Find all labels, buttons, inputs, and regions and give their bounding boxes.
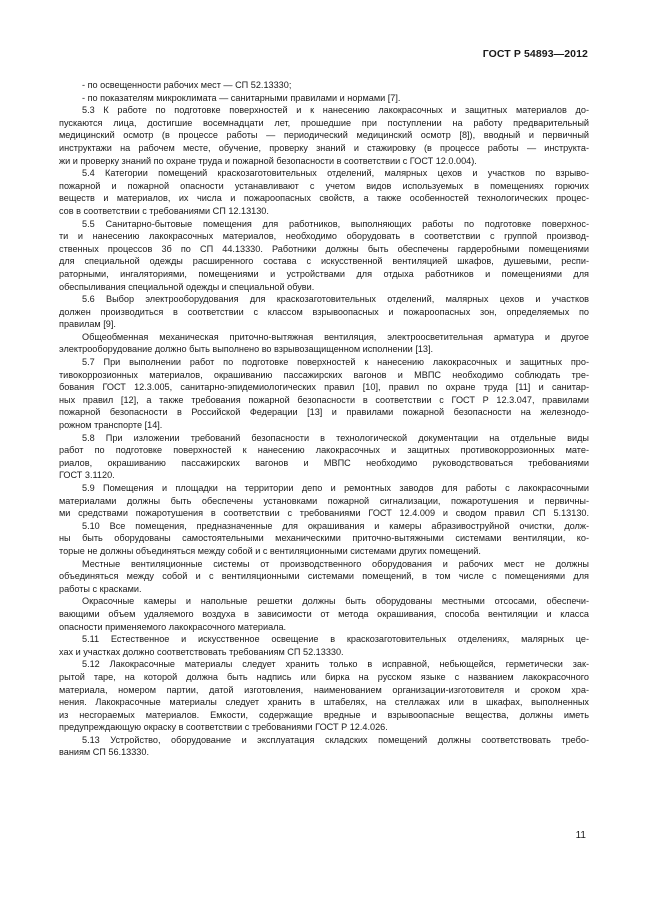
- text-line: ваниям СП 56.13330.: [59, 747, 149, 758]
- text-line: работ по подготовке поверхностей к нанесению лакокрасочных и защитных противокоррозионных мате-: [59, 445, 589, 456]
- text-line: объединяться между собой и с вентиляционными системами помещений, в том числе с помещениями для: [59, 571, 589, 582]
- text-line: риалов, окрашиванию пассажирских вагонов и МВПС необходимо руководствоваться требованиями: [59, 457, 589, 468]
- text-line: - по освещенности рабочих мест — СП 52.13330;: [82, 80, 292, 90]
- text-line: 5.11 Естественное и искусственное освещение в краскозаготовительных отделениях, малярных це-: [82, 634, 589, 645]
- text-line: должен производиться в соответствии с классом взрывоопасных и пожароопасных зон, определяемых по: [59, 306, 589, 317]
- text-line: 5.10 Все помещения, предназначенные для окрашивания и камеры абразивоструйной очистки, долж-: [82, 520, 589, 531]
- text-line: работы с красками.: [59, 583, 142, 594]
- text-line: тивокоррозионных материалов, окрашиванию пассажирских вагонов и МВПС необходимо соблюдать тре-: [59, 369, 589, 380]
- text-line: для специальной одежды расширенного состава с искусственной вентиляцией шкафов, душевыми, респи-: [59, 256, 589, 267]
- text-line: торые не должны объединяться между собой и с вентиляционными системами других помещений.: [59, 545, 481, 556]
- text-line: вающими объем удаляемого воздуха в зависимости от метода окрашивания, способа вентиляции и класса: [59, 608, 589, 619]
- text-line: нения. Лакокрасочные материалы следует хранить в штабелях, на стеллажах или в шкафах, выполненных: [59, 697, 589, 708]
- text-line: медицинский осмотр (в процессе работы — периодический медицинский осмотр [8]), вводный и первичный: [59, 130, 589, 141]
- text-line: Общеобменная механическая приточно-вытяжная вентиляция, электроосветительная арматура и другое: [82, 331, 589, 342]
- text-line: пускаются лица, достигшие восемнадцати лет, прошедшие при поступлении на работу предварительный: [59, 117, 589, 128]
- text-line: жи и проверку знаний по охране труда и пожарной безопасности в соответствии с ГОСТ 12.0.004).: [59, 155, 477, 166]
- text-line: 5.12 Лакокрасочные материалы следует хранить только в исправной, небьющейся, герметически зак-: [82, 659, 589, 670]
- text-line: хах и участках должно соответствовать требованиям СП 52.13330.: [59, 646, 344, 657]
- text-line: 5.6 Выбор электрооборудования для краскозаготовительных отделений, малярных цехов и участков: [82, 294, 589, 305]
- page-number: 11: [575, 830, 586, 841]
- text-line: предупреждающую окраску в соответствии с требованиями ГОСТ Р 12.4.026.: [59, 722, 388, 733]
- body-text: [59, 79, 589, 759]
- text-line: электрооборудование должно быть выполнено во взрывозащищенном исполнении [13].: [59, 344, 434, 355]
- text-line: 5.5 Санитарно-бытовые помещения для работников, выполняющих работы по подготовке поверхнос-: [82, 218, 589, 229]
- text-line: ми средствами пожаротушения в соответствии с требованиями ГОСТ 12.4.009 и сводом правил СП 5.13130.: [59, 508, 589, 519]
- text-line: 5.9 Помещения и площадки на территории депо и ремонтных заводов для работы с лакокрасочными: [82, 483, 589, 493]
- text-line: веществ и материалов, их числа и пожароопасных свойств, а также особенностей технологических процес-: [59, 193, 589, 204]
- text-line: ти и нанесению лакокрасочных материалов, необходимо оборудовать в соответствии с группой производ-: [59, 231, 589, 242]
- text-line: 5.3 К работе по подготовке поверхностей и к нанесению лакокрасочных и защитных материалов до-: [82, 105, 589, 116]
- text-line: из несгораемых материалов. Емкости, содержащие вредные и взрывоопасные вещества, должны иметь: [59, 709, 589, 720]
- text-line: раторными, ингаляториями, помещениями и устройствами для отдыха работников и помещениями для: [59, 268, 589, 279]
- text-line: ны быть оборудованы самостоятельными механическими приточно-вытяжными системами вентиляции, ко-: [59, 533, 589, 544]
- text-line: 5.13 Устройство, оборудование и эксплуатация складских помещений должны соответствовать требо-: [82, 734, 589, 745]
- text-line: сов в соответствии с требованиями СП 12.13130.: [59, 205, 269, 216]
- text-line: 5.8 При изложении требований безопасности в технологической документации на отдельные виды: [82, 432, 589, 443]
- text-line: Местные вентиляционные системы от производственного оборудования и рабочих мест не должны: [82, 558, 589, 569]
- text-line: материалами должны быть обеспечены установками пожарной сигнализации, пожаротушения и первичны-: [59, 495, 589, 506]
- text-line: пожарной безопасности в Российской Федерации [13] и правилами пожарной безопасности на железнодо-: [59, 407, 589, 418]
- text-line: ГОСТ 3.1120.: [59, 470, 115, 481]
- text-line: - по показателям микроклимата — санитарными правилами и нормами [7].: [82, 92, 401, 103]
- text-line: 5.4 Категории помещений краскозаготовительных отделений, малярных цехов и участков по взрыво-: [82, 168, 589, 179]
- text-line: Окрасочные камеры и напольные решетки должны быть оборудованы местными отсосами, обеспечи-: [82, 596, 589, 607]
- text-line: 5.7 При выполнении работ по подготовке поверхностей к нанесению лакокрасочных и защитных про-: [82, 357, 589, 368]
- text-line: опасности применяемого лакокрасочного материала.: [59, 621, 287, 632]
- text-line: правилам [9].: [59, 319, 116, 330]
- text-line: ственных процессов 3б по СП 44.13330. Работники должны быть обеспечены гардеробными помещениями: [59, 243, 589, 254]
- text-line: пожарной и пожарной опасности устанавливают с учетом видов используемых в помещениях горючих: [59, 180, 589, 191]
- text-line: рытой таре, на которой должна быть надпись или бирка на русском языке с названием лакокрасочного: [59, 671, 589, 682]
- standard-designation: ГОСТ Р 54893—2012: [482, 48, 588, 60]
- text-line: ных правил [12], а также требования пожарной безопасности в соответствии с ГОСТ Р 12.3.047, правилами: [59, 394, 589, 405]
- text-line: бования ГОСТ 12.3.005, санитарно-эпидемиологических правил [10], правил по охране труда [11] и санитар-: [59, 382, 589, 393]
- text-line: инструктажи на рабочем месте, обучение, проверку знаний и стажировку (в процессе работы — инструкта-: [59, 142, 589, 153]
- text-line: материала, номером партии, датой изготовления, наименованием организации-изготовителя и сроком хра-: [59, 684, 589, 695]
- text-line: рожном транспорте [14].: [59, 420, 163, 431]
- text-line: обеспыливания специальной одежды и специальной обуви.: [59, 281, 315, 292]
